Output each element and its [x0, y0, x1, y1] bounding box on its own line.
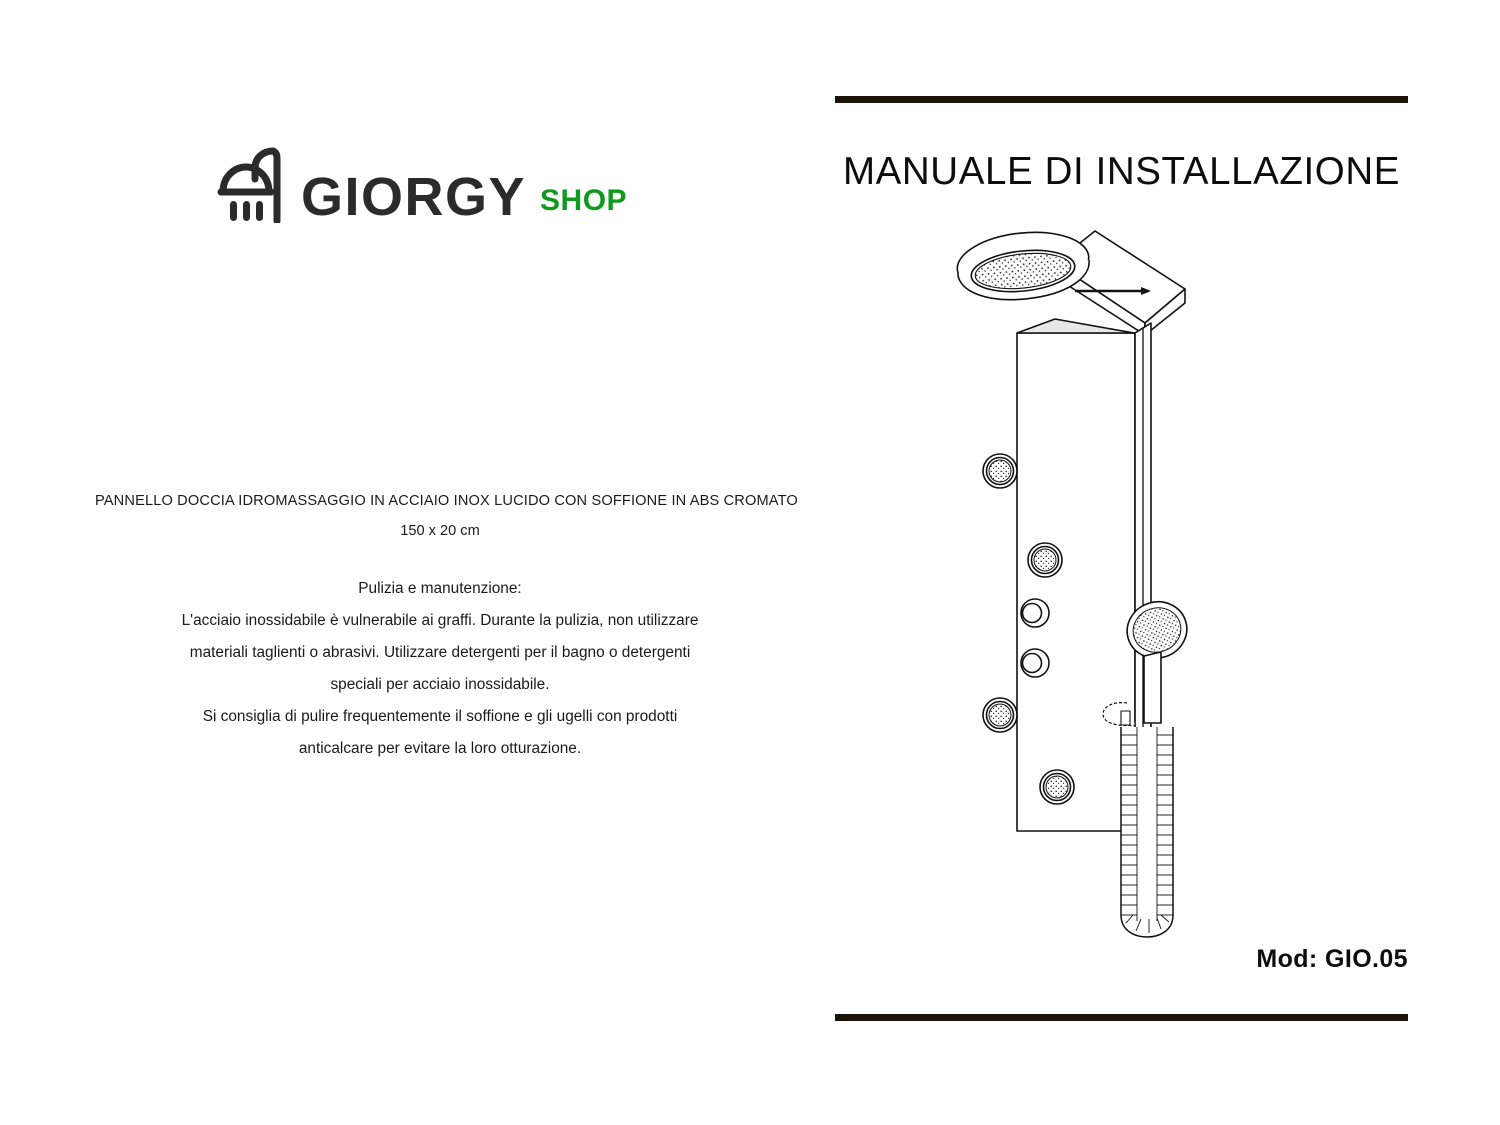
product-description: [95, 490, 798, 540]
brand-logo: [215, 143, 628, 227]
care-line: anticalcare per evitare la loro otturazione.: [298, 740, 582, 758]
top-divider-rule: [835, 96, 1408, 103]
care-heading: Pulizia e manutenzione:: [358, 580, 522, 597]
care-line: L'acciaio inossidabile è vulnerabile ai graffi. Durante la pulizia, non utilizzare: [181, 612, 699, 630]
shower-head-icon: [215, 143, 287, 223]
product-size: 150 x 20 cm: [400, 523, 480, 540]
care-line: materiali taglienti o abrasivi. Utilizzare detergenti per il bagno o detergenti: [189, 644, 691, 662]
brand-suffix: SHOP: [540, 184, 628, 217]
brand-name: GIORGY: [301, 166, 527, 227]
manual-title: MANUALE DI INSTALLAZIONE: [842, 150, 1401, 193]
product-title: PANNELLO DOCCIA IDROMASSAGGIO IN ACCIAIO INOX LUCIDO CON SOFFIONE IN ABS CROMATO: [95, 493, 798, 509]
bottom-divider-rule: [835, 1014, 1408, 1021]
care-instructions: [95, 573, 785, 765]
right-panel: [835, 90, 1408, 1025]
care-line: Si consiglia di pulire frequentemente il soffione e gli ugelli con prodotti: [202, 708, 678, 726]
left-panel: [95, 95, 798, 1025]
shower-panel-illustration: [945, 215, 1245, 955]
model-label: Mod: GIO.05: [1256, 945, 1408, 973]
care-line: speciali per acciaio inossidabile.: [330, 676, 550, 694]
